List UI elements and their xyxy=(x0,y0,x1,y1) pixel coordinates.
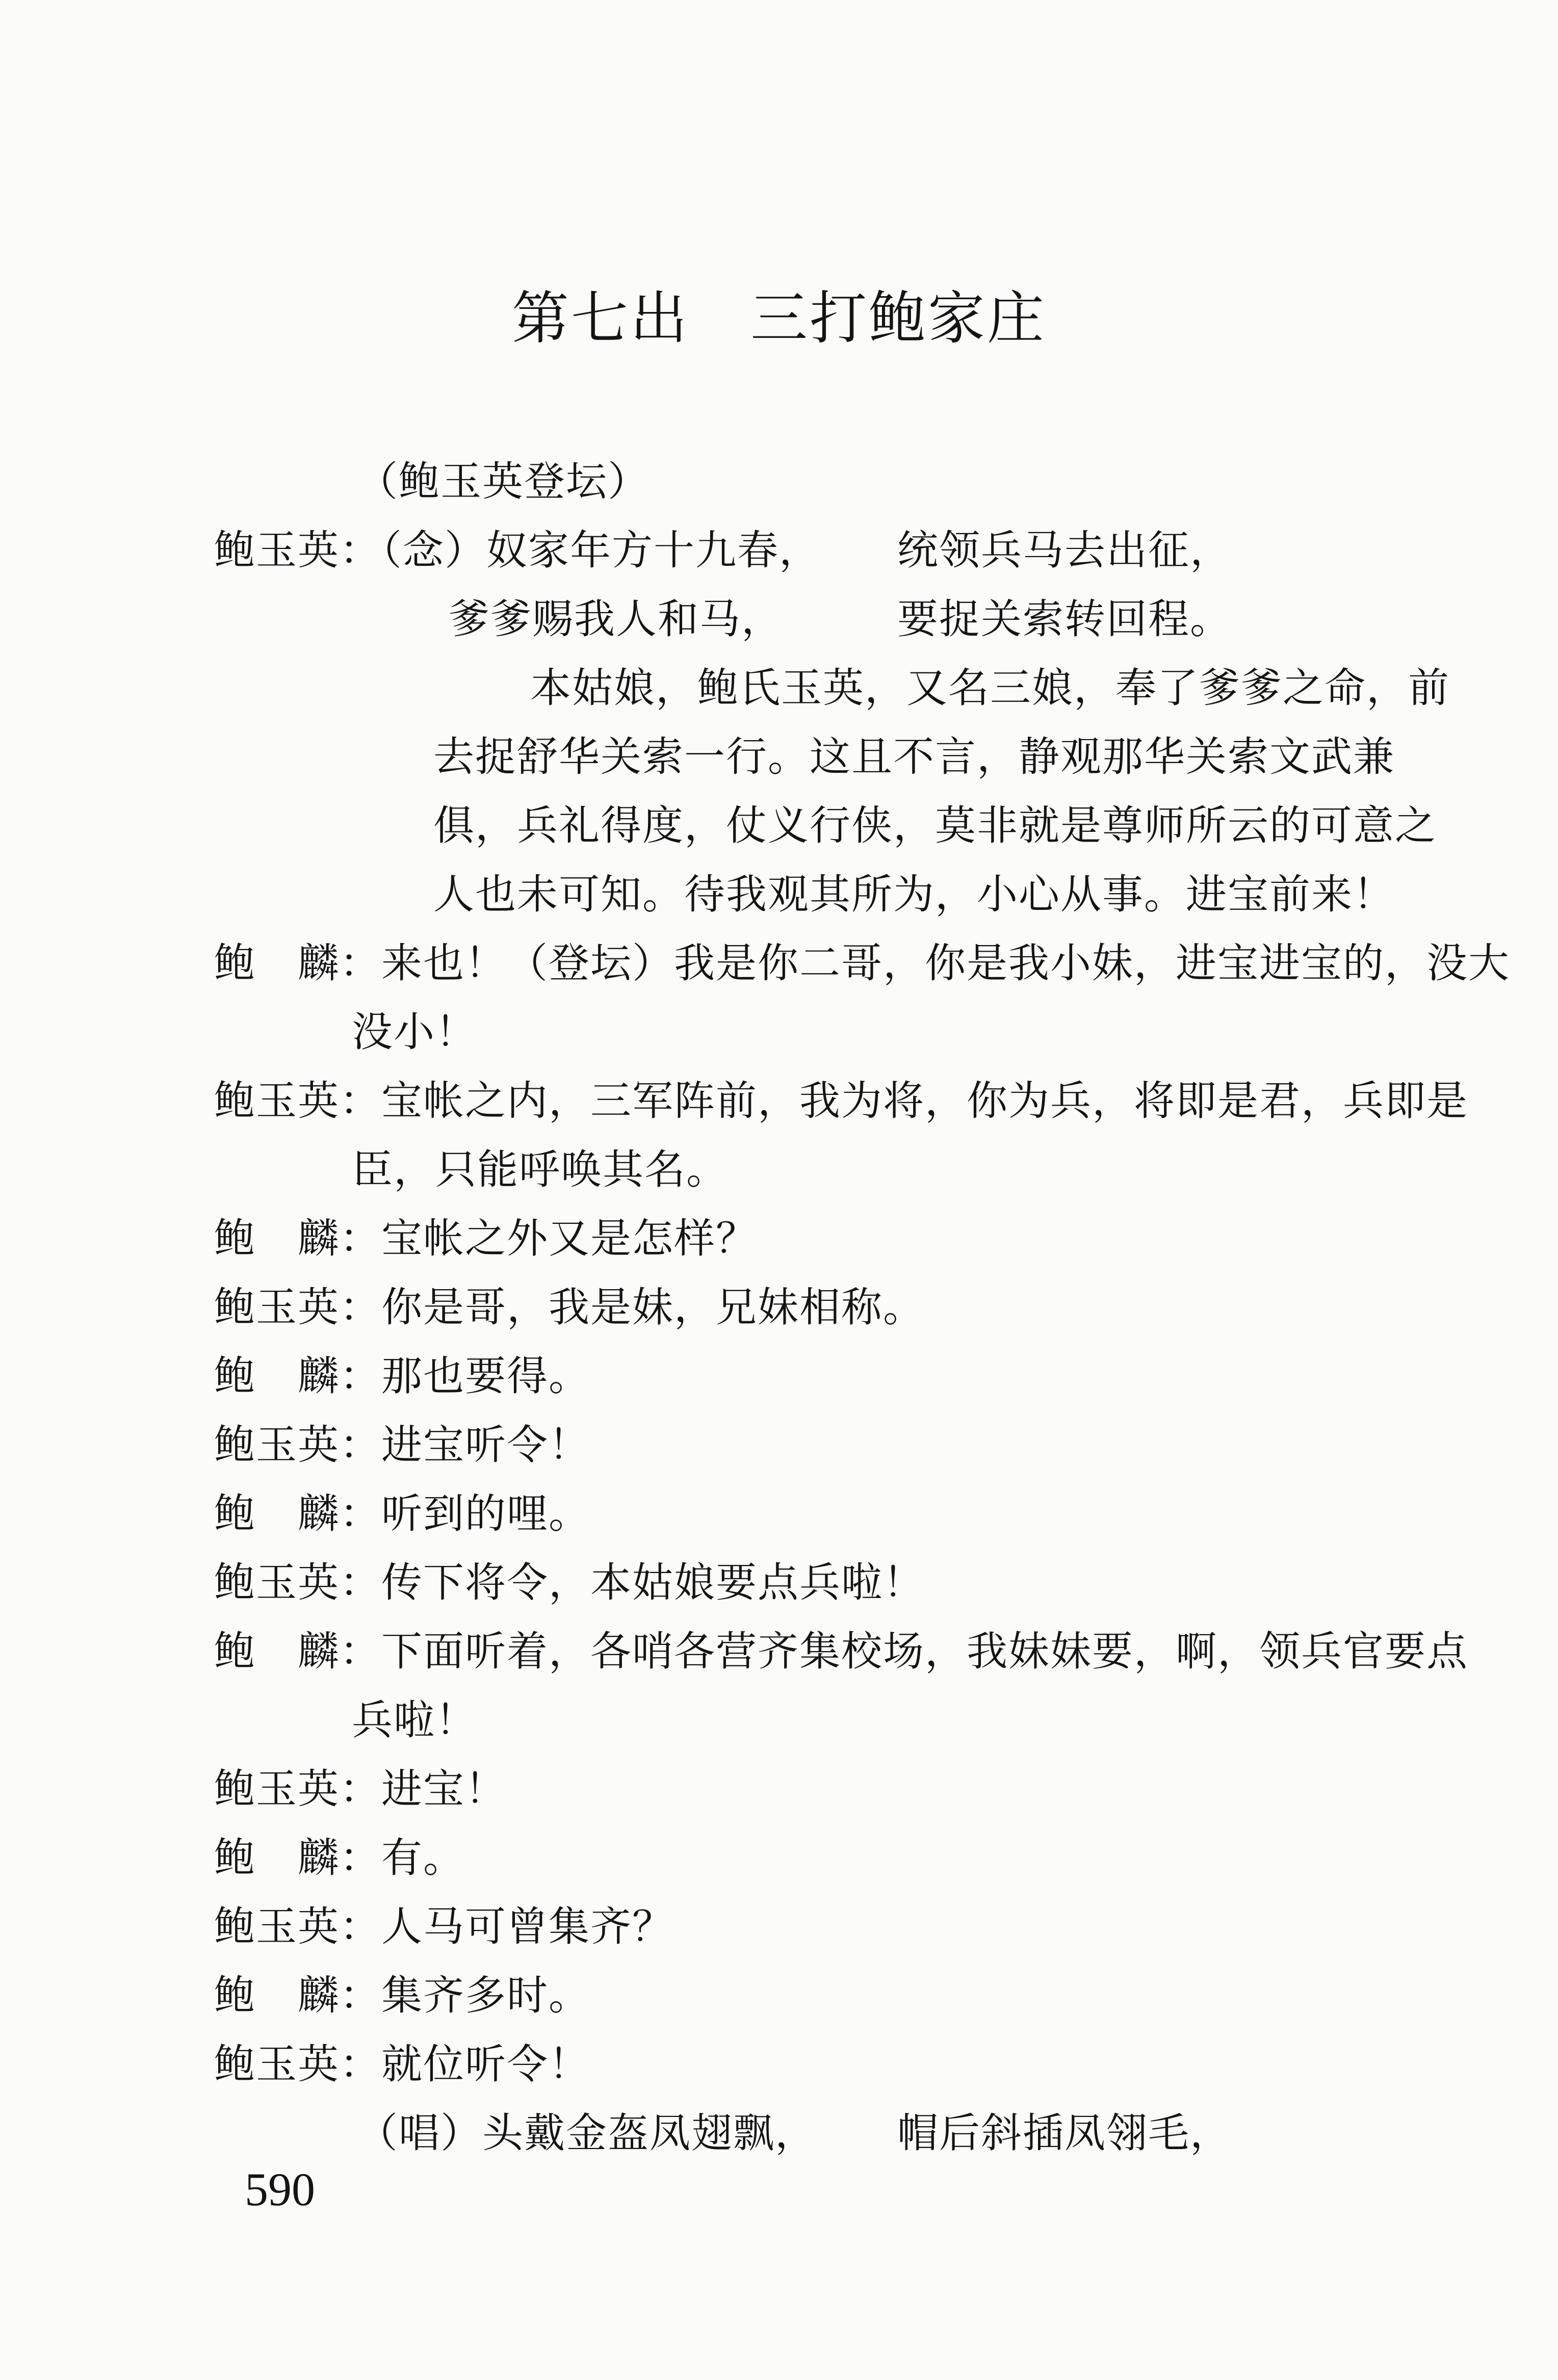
dialogue-continuation: 臣，只能呼唤其名。 xyxy=(352,1146,728,1193)
speaker-name: 鲍 麟 xyxy=(214,939,340,987)
dialogue-text: ：听到的哩。 xyxy=(340,1490,590,1537)
dialogue-line xyxy=(214,1211,758,1267)
chapter-number: 第七出 xyxy=(512,285,689,352)
dialogue-line xyxy=(214,935,1510,991)
speaker-name: 鲍玉英 xyxy=(214,1903,340,1950)
dialogue-line xyxy=(214,1555,925,1611)
dialogue-text: ：来也！（登坛）我是你二哥，你是我小妹，进宝进宝的，没大 xyxy=(340,939,1510,987)
dialogue-line xyxy=(214,1624,1468,1680)
speaker-name: 鲍 麟 xyxy=(214,1972,340,2019)
dialogue-line xyxy=(214,1761,507,1817)
sung-verse: 帽后斜插凤翎毛， xyxy=(897,2109,1232,2157)
sung-verse: （唱）头戴金盔凤翅飘， xyxy=(357,2109,817,2157)
dialogue-line xyxy=(214,1899,674,1955)
dialogue-line xyxy=(214,1486,590,1542)
paragraph-line: 人也未可知。待我观其所为，小心从事。进宝前来！ xyxy=(433,871,1395,918)
dialogue-line xyxy=(214,1279,925,1336)
dialogue-text: ：下面听着，各哨各营齐集校场，我妹妹要，啊，领兵官要点 xyxy=(340,1628,1468,1675)
speaker-name: 鲍玉英 xyxy=(214,1077,340,1124)
dialogue-line xyxy=(214,1348,590,1404)
dialogue-text: ：集齐多时。 xyxy=(340,1972,590,2019)
dialogue-text: ：（念）奴家年方十九春， xyxy=(340,527,821,574)
speaker-name: 鲍玉英 xyxy=(214,1284,340,1331)
speaker-name: 鲍玉英 xyxy=(214,2041,340,2088)
dialogue-text: ：有。 xyxy=(340,1834,465,1881)
dialogue-text: ：宝帐之外又是怎样？ xyxy=(340,1215,758,1262)
paragraph-line: 去捉舒华关索一行。这且不言，静观那华关索文武兼 xyxy=(433,733,1395,780)
speaker-name: 鲍 麟 xyxy=(214,1215,340,1262)
speaker-name: 鲍玉英 xyxy=(214,1765,340,1813)
dialogue-text: ：进宝听令！ xyxy=(340,1421,590,1469)
speaker-name: 鲍 麟 xyxy=(214,1834,340,1881)
dialogue-line xyxy=(214,1073,1468,1129)
dialogue-text: ：人马可曾集齐？ xyxy=(340,1903,674,1950)
dialogue-line xyxy=(214,2036,590,2093)
dialogue-text: ：传下将令，本姑娘要点兵啦！ xyxy=(340,1559,925,1606)
speaker-name: 鲍 麟 xyxy=(214,1490,340,1537)
dialogue-continuation: 没小！ xyxy=(352,1008,477,1056)
dialogue-text: ：就位听令！ xyxy=(340,2041,590,2088)
stage-direction: （鲍玉英登坛） xyxy=(357,458,650,505)
dialogue-line xyxy=(214,1830,465,1886)
dialogue-text: ：那也要得。 xyxy=(340,1352,590,1400)
speaker-name: 鲍 麟 xyxy=(214,1352,340,1400)
page-number: 590 xyxy=(245,2163,315,2215)
paragraph-line: 本姑娘，鲍氏玉英，又名三娘，奉了爹爹之命，前 xyxy=(530,664,1450,712)
dialogue-text: ：你是哥，我是妹，兄妹相称。 xyxy=(340,1284,925,1331)
dialogue-line xyxy=(214,1417,590,1473)
verse-line: 爹爹赐我人和马， xyxy=(449,595,783,643)
dialogue-continuation: 兵啦！ xyxy=(352,1696,477,1744)
verse-line: 统领兵马去出征， xyxy=(897,527,1232,574)
chapter-title xyxy=(0,278,1558,359)
chapter-name: 三打鲍家庄 xyxy=(750,285,1046,352)
dialogue-line xyxy=(214,522,821,579)
speaker-name: 鲍玉英 xyxy=(214,527,340,574)
speaker-name: 鲍玉英 xyxy=(214,1559,340,1606)
verse-line: 要捉关索转回程。 xyxy=(897,595,1232,643)
dialogue-text: ：进宝！ xyxy=(340,1765,507,1813)
dialogue-line xyxy=(214,1968,590,2024)
speaker-name: 鲍 麟 xyxy=(214,1628,340,1675)
speaker-name: 鲍玉英 xyxy=(214,1421,340,1469)
paragraph-line: 俱，兵礼得度，仗义行侠，莫非就是尊师所云的可意之 xyxy=(433,802,1437,849)
dialogue-text: ：宝帐之内，三军阵前，我为将，你为兵，将即是君，兵即是 xyxy=(340,1077,1468,1124)
